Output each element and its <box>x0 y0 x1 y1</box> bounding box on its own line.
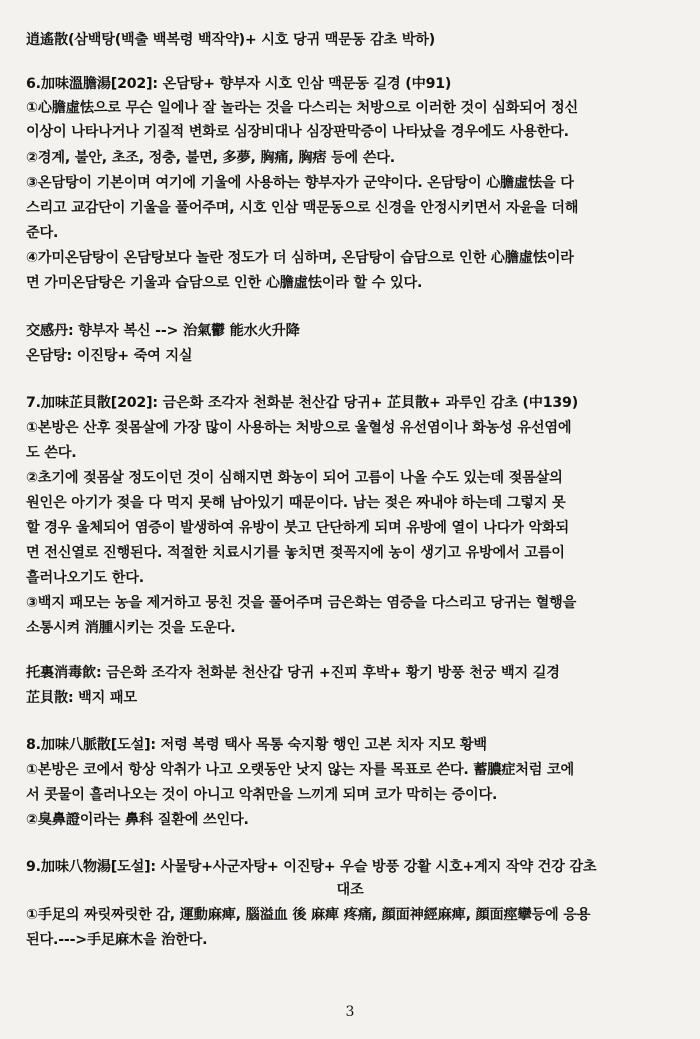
section-8-text: ①본방은 코에서 항상 악취가 나고 오랫동안 낫지 않는 자를 목표로 쓴다. 蓄膿症처럼 코에 <box>26 762 575 778</box>
formula-zhibeisan: 芷貝散: 백지 패모 <box>26 690 137 706</box>
section-6-heading: 6.加味溫膽湯[202]: 온담탕+ 향부자 시호 인삼 맥문동 길경 (中91) <box>26 76 452 92</box>
section-7-text: 흘러나오기도 한다. <box>26 570 144 586</box>
section-7-heading: 7.加味芷貝散[202]: 금은화 조각자 천화분 천산갑 당귀+ 芷貝散+ 과루인 감초 (中139) <box>26 395 579 411</box>
section-6-text: 이상이 나타나거나 기질적 변화로 심장비대나 심장판막증이 나타났을 경우에도 사용한다. <box>26 124 569 140</box>
section-6-text: ②경계, 불안, 초조, 정충, 불면, 多夢, 胸痛, 胸痞 등에 쓴다. <box>26 150 395 166</box>
section-6-text: 준다. <box>26 225 59 241</box>
section-7-text: ③백지 패모는 농을 제거하고 뭉친 것을 풀어주며 금은화는 염증을 다스리고 당귀는 혈행을 <box>26 595 577 611</box>
section-6-text: ①心膽虛怯으로 무슨 일에나 잘 놀라는 것을 다스리는 처방으로 이러한 것이 심화되어 정신 <box>26 100 579 116</box>
page-number: 3 <box>345 1004 355 1020</box>
section-7-text: ①본방은 산후 젖몸살에 가장 많이 사용하는 처방으로 울혈성 유선염이나 화농성 유선염에 <box>26 420 572 436</box>
section-6-text: 면 가미온담탕은 기울과 습담으로 인한 心膽虛怯이라 할 수 있다. <box>26 275 423 291</box>
section-7-text: 면 전신열로 진행된다. 적절한 치료시기를 놓치면 젖꼭지에 농이 생기고 유방에서 고름이 <box>26 545 565 561</box>
section-7-text: ②초기에 젖몸살 정도이던 것이 심해지면 화농이 되어 고름이 나올 수도 있는데 젖몸살의 <box>26 470 563 486</box>
section-7-text: 소통시켜 消腫시키는 것을 도운다. <box>26 620 236 636</box>
section-6-text: ③온담탕이 기본이며 여기에 기울에 사용하는 향부자가 군약이다. 온담탕이 心膽虛怯을 다 <box>26 175 574 191</box>
section-7-text: 원인은 아기가 젖을 다 먹지 못해 남아있기 때문이다. 남는 젖은 짜내야 하는데 그렇지 못 <box>26 495 566 511</box>
section-9-heading: 9.加味八物湯[도설]: 사물탕+사군자탕+ 이진탕+ 우슬 방풍 강활 시호+계지 작약 건강 감초 <box>26 859 597 875</box>
section-9-heading-cont: 대조 <box>336 882 364 898</box>
section-8-text: 서 콧물이 흘러나오는 것이 아니고 악취만을 느끼게 되며 코가 막히는 증이다. <box>26 787 498 803</box>
section-9-text: 된다.--->手足麻木을 治한다. <box>26 932 208 948</box>
section-6-text: 스리고 교감단이 기울을 풀어주며, 시호 인삼 맥문동으로 신경을 안정시키면서 자윤을 더해 <box>26 200 579 216</box>
bleed-through-text <box>300 50 312 67</box>
formula-ondamtang: 온담탕: 이진탕+ 죽여 지실 <box>26 348 193 364</box>
formula-xiaoyaosan: 逍遙散(삼백탕(백출 백복령 백작약)+ 시호 당귀 맥문동 감초 박하) <box>26 32 436 48</box>
section-9-text: ①手足의 짜릿짜릿한 감, 運動麻痺, 腦溢血 後 麻痺 疼痛, 顔面神經麻痺, 顔面痙攣등에 응용 <box>26 907 591 923</box>
formula-jiaogandan: 交感丹: 향부자 복신 --> 治氣鬱 能水火升降 <box>26 323 300 339</box>
section-7-text: 할 경우 울체되어 염증이 발생하여 유방이 붓고 단단하게 되며 유방에 열이 나다가 악화되 <box>26 520 570 536</box>
formula-tuolixiaoduyin: 托裏消毒飮: 금은화 조각자 천화분 천산갑 당귀 +진피 후박+ 황기 방풍 천궁 백지 길경 <box>26 665 560 681</box>
section-7-text: 도 쓴다. <box>26 445 77 461</box>
section-6-text: ④가미온담탕이 온담탕보다 놀란 정도가 더 심하며, 온담탕이 습담으로 인한 心膽虛怯이라 <box>26 250 574 266</box>
section-8-heading: 8.加味八脈散[도설]: 저령 복령 택사 목통 숙지황 행인 고본 치자 지모 황백 <box>26 737 487 753</box>
section-8-text: ②臭鼻證이라는 鼻科 질환에 쓰인다. <box>26 812 249 828</box>
